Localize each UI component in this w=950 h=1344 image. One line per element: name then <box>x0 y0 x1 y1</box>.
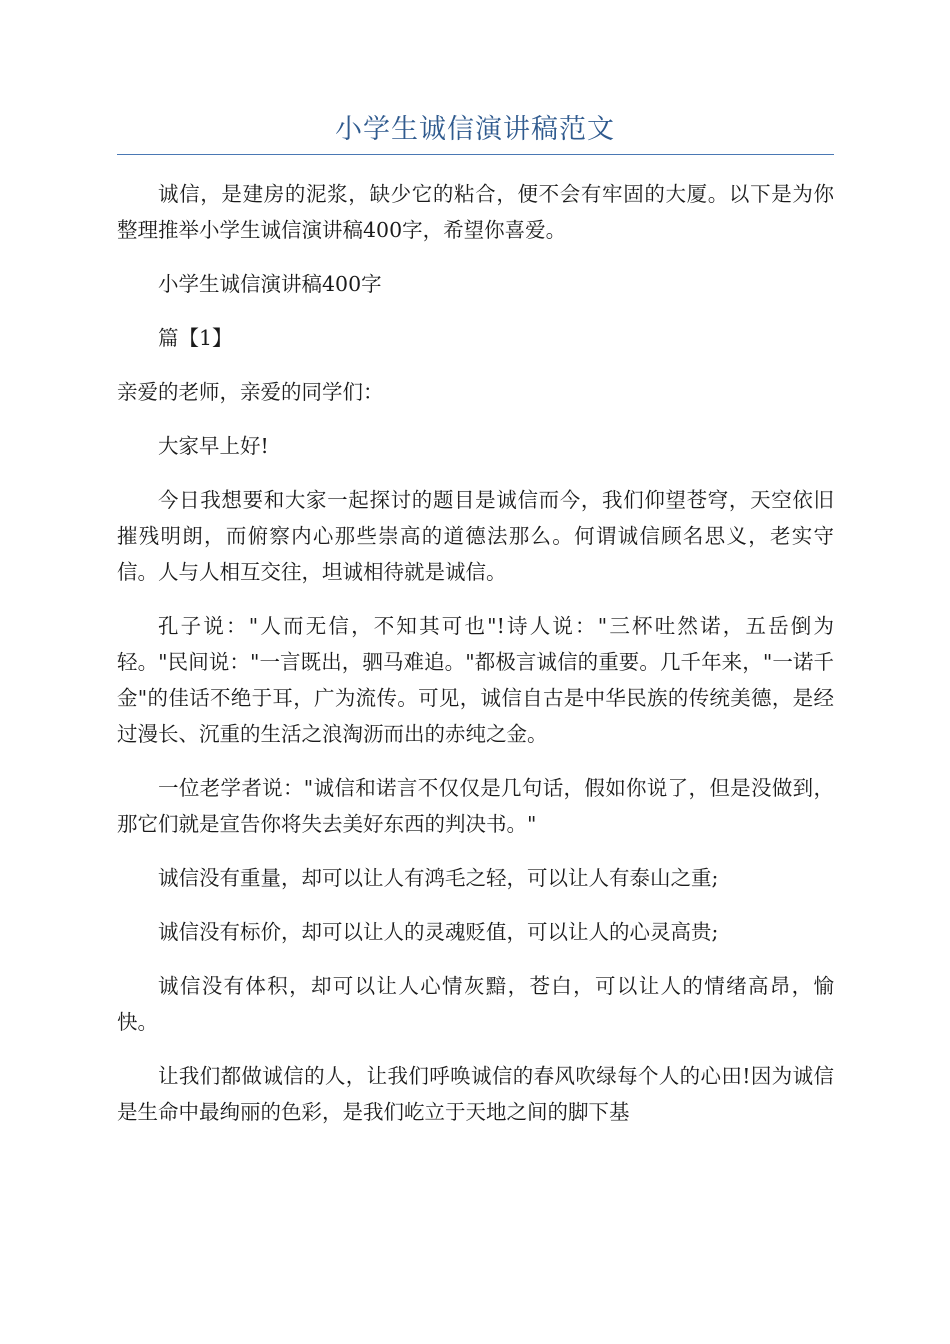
body-paragraph: 诚信没有重量，却可以让人有鸿毛之轻，可以让人有泰山之重; <box>158 866 719 890</box>
body-paragraph: 今日我想要和大家一起探讨的题目是诚信而今，我们仰望苍穹，天空依旧摧残明朗，而俯察内心那些崇高的道德法那么。何谓诚信顾名思义，老实守信。人与人相互交往，坦诚相待就是诚信。 <box>117 488 834 584</box>
body-paragraph: 一位老学者说："诚信和诺言不仅仅是几句话，假如你说了，但是没做到，那它们就是宣告你将失去美好东西的判决书。" <box>117 776 834 836</box>
intro-paragraph: 诚信，是建房的泥浆，缺少它的粘合，便不会有牢固的大厦。以下是为你整理推举小学生诚信演讲稿400字，希望你喜爱。 <box>117 182 834 242</box>
greeting: 大家早上好! <box>158 434 269 458</box>
body-paragraph: 诚信没有标价，却可以让人的灵魂贬值，可以让人的心灵高贵; <box>158 920 719 944</box>
body-paragraph: 孔子说："人而无信，不知其可也"!诗人说："三杯吐然诺，五岳倒为轻。"民间说："一言既出，驷马难追。"都极言诚信的重要。几千年来，"一诺千金"的佳话不绝于耳，广为流传。可见，诚信自古是中华民族的传统美德，是经过漫长、沉重的生活之浪淘沥而出的赤纯之金。 <box>117 614 834 746</box>
title-underline <box>117 154 834 155</box>
body-paragraph: 诚信没有体积，却可以让人心情灰黯，苍白，可以让人的情绪高昂，愉快。 <box>117 974 834 1034</box>
subtitle-paragraph: 小学生诚信演讲稿400字 <box>158 272 382 296</box>
body-paragraph: 让我们都做诚信的人，让我们呼唤诚信的春风吹绿每个人的心田!因为诚信是生命中最绚丽的色彩，是我们屹立于天地之间的脚下基 <box>117 1064 834 1124</box>
document-title: 小学生诚信演讲稿范文 <box>335 114 615 145</box>
salutation: 亲爱的老师，亲爱的同学们： <box>117 380 384 404</box>
section-label: 篇【1】 <box>158 326 233 350</box>
document-body <box>117 176 834 1148</box>
